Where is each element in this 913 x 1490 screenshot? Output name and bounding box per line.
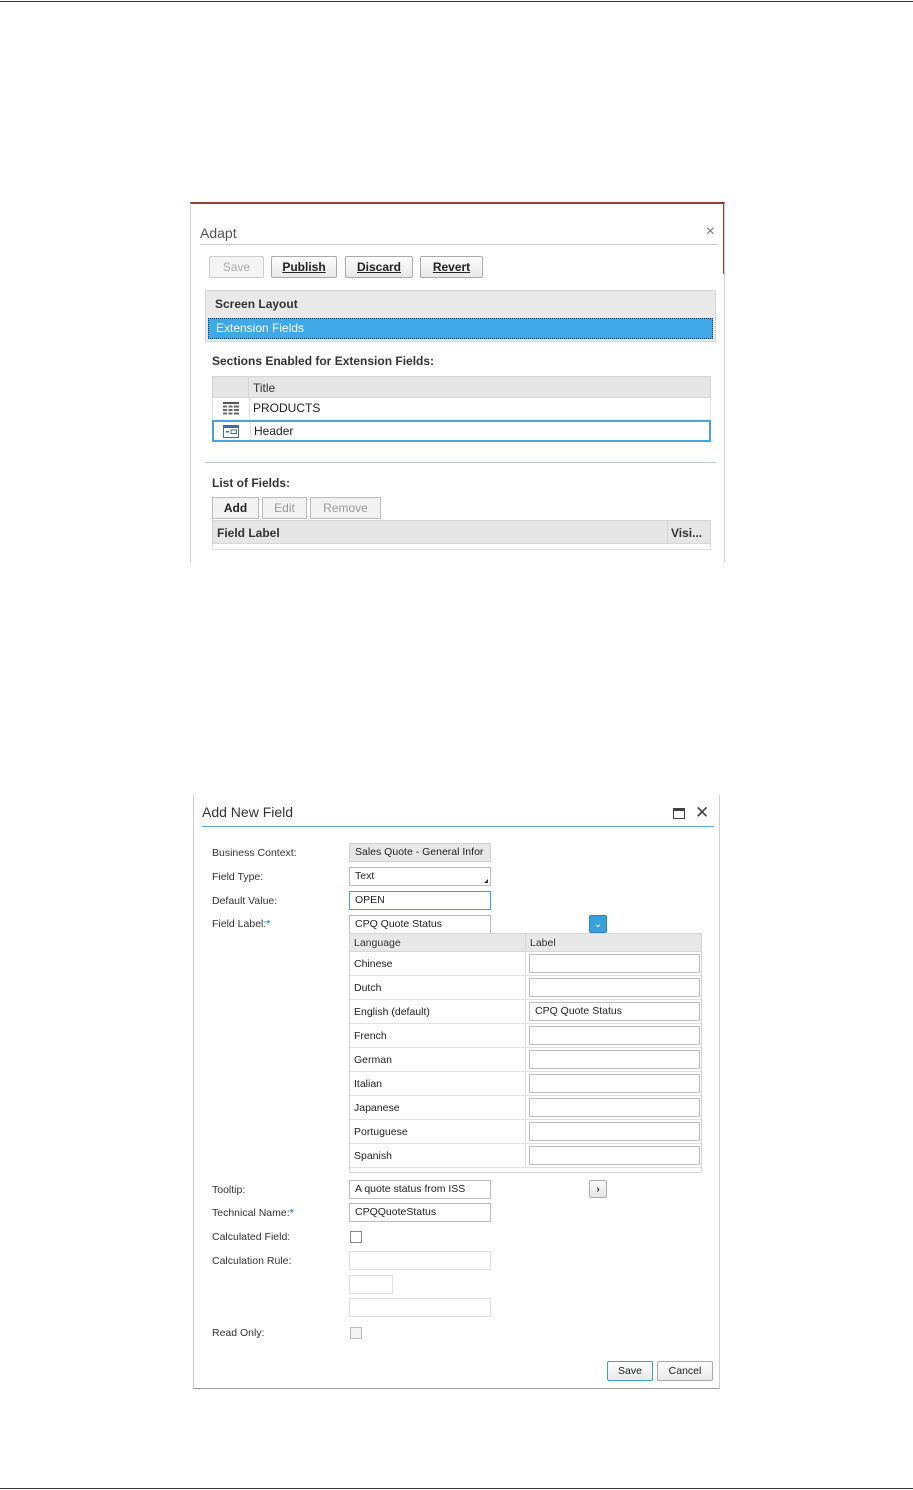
title-divider <box>200 244 718 245</box>
publish-button[interactable]: Publish <box>271 256 337 278</box>
language-row <box>350 1072 701 1096</box>
extension-fields-item[interactable]: Extension Fields <box>208 318 713 339</box>
row-divider <box>250 422 251 440</box>
read-only-checkbox[interactable] <box>350 1327 362 1339</box>
bottom-rule <box>0 1488 913 1489</box>
row-divider <box>525 1096 526 1119</box>
row-divider <box>525 1120 526 1143</box>
translation-input[interactable] <box>529 1122 700 1141</box>
row-divider <box>525 1072 526 1095</box>
technical-name-text: Technical Name: <box>212 1207 290 1219</box>
sections-table-header <box>212 376 711 398</box>
save-button[interactable]: Save <box>607 1361 653 1381</box>
dropdown-corner-icon <box>484 879 488 883</box>
row-divider <box>525 1048 526 1071</box>
language-row <box>350 976 701 1000</box>
language-row <box>350 1096 701 1120</box>
language-row <box>350 1120 701 1144</box>
language-table <box>349 933 702 1173</box>
translation-input[interactable] <box>529 1098 700 1117</box>
language-name: English (default) <box>354 1006 430 1018</box>
sections-title: Sections Enabled for Extension Fields: <box>212 354 435 368</box>
row-divider <box>525 976 526 999</box>
sections-icon-column <box>213 377 249 397</box>
list-of-fields-title: List of Fields: <box>212 476 290 490</box>
business-context-label: Business Context: <box>212 847 297 859</box>
row-divider <box>525 952 526 975</box>
section-title: PRODUCTS <box>253 401 321 415</box>
chevron-right-icon[interactable]: › <box>589 1180 607 1198</box>
fields-table-body <box>212 544 711 550</box>
row-divider <box>525 1000 526 1023</box>
calculated-field-checkbox[interactable] <box>350 1231 362 1243</box>
discard-button[interactable]: Discard <box>345 256 413 278</box>
section-divider <box>205 462 716 463</box>
language-row <box>350 1000 701 1024</box>
cancel-button[interactable]: Cancel <box>657 1361 713 1381</box>
language-name: Spanish <box>354 1150 392 1162</box>
visible-column-header[interactable]: Visi... <box>671 526 703 540</box>
translation-input[interactable] <box>529 1026 700 1045</box>
default-value-input[interactable]: OPEN <box>349 891 491 910</box>
close-icon[interactable]: ✕ <box>695 803 710 822</box>
calculation-rule-expression[interactable] <box>349 1298 491 1317</box>
language-name: Dutch <box>354 982 382 994</box>
read-only-label: Read Only: <box>212 1327 265 1339</box>
translation-input[interactable] <box>529 978 700 997</box>
maximize-icon[interactable] <box>673 808 685 819</box>
label-column-header[interactable]: Label <box>530 937 556 949</box>
language-row <box>350 952 701 976</box>
default-value-label: Default Value: <box>212 895 278 907</box>
business-context-field: Sales Quote - General Infor <box>349 843 491 862</box>
calculation-rule-operator[interactable] <box>349 1275 393 1294</box>
screen-layout-label: Screen Layout <box>215 297 298 311</box>
panel-accent-border <box>723 204 725 274</box>
technical-name-label <box>212 1207 294 1219</box>
row-divider <box>525 1144 526 1167</box>
language-name: German <box>354 1054 392 1066</box>
required-icon: * <box>289 1207 294 1219</box>
language-name: French <box>354 1030 387 1042</box>
title-column-header[interactable]: Title <box>253 381 276 395</box>
language-row <box>350 1048 701 1072</box>
translation-input[interactable]: CPQ Quote Status <box>529 1002 700 1021</box>
title-divider <box>202 826 714 827</box>
translation-input[interactable] <box>529 1074 700 1093</box>
language-name: Chinese <box>354 958 393 970</box>
language-table-header <box>350 934 701 952</box>
calculation-rule-input[interactable] <box>349 1251 491 1270</box>
field-type-select[interactable] <box>349 867 491 886</box>
edit-field-button[interactable]: Edit <box>262 497 307 519</box>
field-label-label <box>212 918 270 930</box>
field-label-input[interactable]: CPQ Quote Status <box>349 915 491 934</box>
chevron-down-icon[interactable]: ⌄ <box>589 915 607 933</box>
dialog-title: Add New Field <box>202 804 294 820</box>
fields-table <box>212 520 711 550</box>
language-column-header[interactable]: Language <box>354 937 401 949</box>
save-button[interactable]: Save <box>209 256 264 278</box>
sections-table <box>212 376 711 442</box>
form-icon <box>223 425 239 438</box>
add-field-button[interactable]: Add <box>212 497 259 519</box>
required-icon: * <box>266 918 271 930</box>
close-icon[interactable]: × <box>705 223 715 240</box>
language-row <box>350 1024 701 1048</box>
translation-input[interactable] <box>529 1146 700 1165</box>
fields-table-header <box>212 520 711 544</box>
column-divider <box>525 934 526 951</box>
tooltip-label: Tooltip: <box>212 1184 246 1196</box>
field-label-column-header[interactable]: Field Label <box>217 526 280 540</box>
language-name: Japanese <box>354 1102 400 1114</box>
row-divider <box>525 1024 526 1047</box>
calculated-field-label: Calculated Field: <box>212 1231 291 1243</box>
field-type-label: Field Type: <box>212 871 264 883</box>
remove-field-button[interactable]: Remove <box>310 497 381 519</box>
language-name: Italian <box>354 1078 383 1090</box>
section-row-products[interactable] <box>212 398 711 420</box>
column-divider <box>667 521 668 543</box>
adapt-panel <box>190 202 725 562</box>
screen-layout-group <box>205 290 716 342</box>
field-type-value: Text <box>355 870 375 882</box>
section-row-header[interactable] <box>212 420 711 442</box>
translation-input[interactable] <box>529 1050 700 1069</box>
top-rule <box>0 1 913 2</box>
section-title: Header <box>254 424 294 438</box>
adapt-title: Adapt <box>200 225 237 241</box>
translation-input[interactable] <box>529 954 700 973</box>
language-name: Portuguese <box>354 1126 408 1138</box>
technical-name-input[interactable]: CPQQuoteStatus <box>349 1203 491 1222</box>
table-icon <box>223 402 239 415</box>
field-label-text: Field Label: <box>212 918 267 930</box>
add-new-field-dialog <box>193 795 720 1389</box>
tooltip-input[interactable]: A quote status from ISS <box>349 1180 491 1199</box>
revert-button[interactable]: Revert <box>420 256 483 278</box>
calculation-rule-label: Calculation Rule: <box>212 1255 292 1267</box>
language-row <box>350 1144 701 1168</box>
row-divider <box>249 398 250 419</box>
